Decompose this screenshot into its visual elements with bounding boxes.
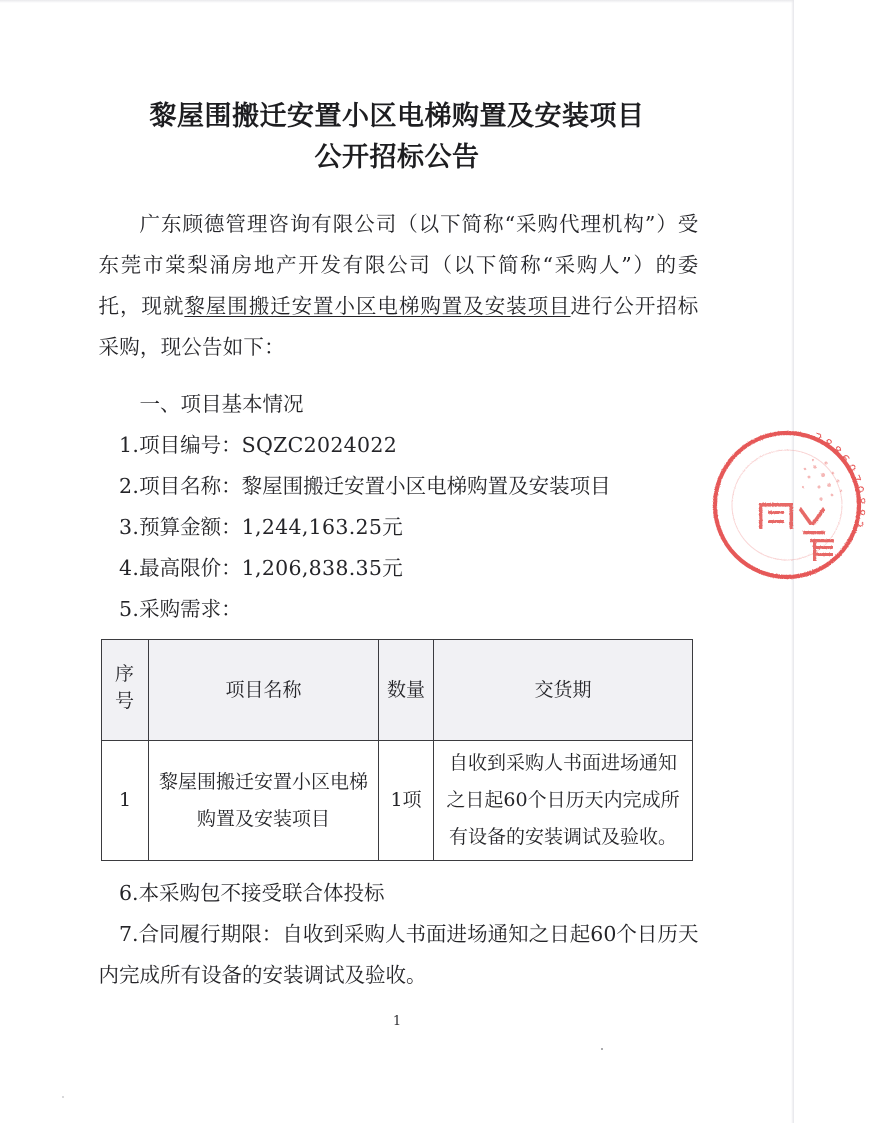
item-6-text: 本采购包不接受联合体投标 (138, 881, 385, 905)
item-3-label: 预算金额： (139, 515, 242, 539)
item-budget-amount (99, 507, 699, 548)
intro-project-name: 黎屋围搬迁安置小区电梯购置及安装项目 (184, 294, 571, 318)
table-header-delivery: 交货期 (434, 640, 693, 741)
item-3-no: 3. (119, 515, 140, 539)
item-2-no: 2. (119, 474, 140, 498)
requirement-table (101, 639, 693, 861)
item-2-value: 黎屋围搬迁安置小区电梯购置及安装项目 (241, 474, 611, 498)
item-4-no: 4. (119, 556, 140, 580)
document-body (96, 204, 699, 630)
page-number: 1 (392, 1014, 402, 1029)
intro-text-before: 广东顾德管理咨询有限公司（以下简称“采购代理机构”）受东莞市棠梨涌房地产开发有限公司（以下简称“采购人”）的委托，现就 (98, 212, 699, 318)
item-no-consortium (99, 873, 699, 914)
document-body-continued (96, 873, 699, 996)
section-heading-one: 一、项目基本情况 (139, 392, 304, 416)
item-7-text: 合同履行期限：自收到采购人书面进场通知之日起60个日历天内完成所有设备的安装调试及验收。 (98, 922, 699, 987)
item-7-no: 7. (119, 922, 139, 946)
item-project-number (99, 425, 699, 466)
scan-speck (601, 1048, 603, 1050)
item-project-name (99, 466, 699, 507)
item-4-label: 最高限价： (139, 556, 242, 580)
official-seal-icon (697, 415, 877, 595)
table-header-index-char-2: 号 (114, 689, 135, 712)
page-title-line-2: 公开招标公告 (314, 142, 480, 173)
intro-paragraph (99, 204, 699, 368)
item-procurement-requirements (99, 589, 699, 630)
table-header-name: 项目名称 (149, 640, 379, 741)
table-cell-name: 黎屋围搬迁安置小区电梯购置及安装项目 (149, 741, 379, 861)
item-4-value: 1,206,838.35元 (241, 556, 404, 580)
item-1-value: SQZC2024022 (241, 433, 398, 457)
item-contract-period (99, 914, 699, 996)
page-title-line-1: 黎屋围搬迁安置小区电梯购置及安装项目 (149, 101, 645, 132)
table-row (102, 741, 693, 861)
item-1-label: 项目编号： (139, 433, 242, 457)
table-header-index-char-1: 序 (114, 662, 135, 685)
table-header-row (102, 640, 693, 741)
item-3-value: 1,244,163.25元 (241, 515, 404, 539)
requirement-table-container (101, 639, 693, 861)
item-1-no: 1. (119, 433, 140, 457)
table-cell-index: 1 (102, 741, 149, 861)
scan-speck (62, 1096, 64, 1098)
table-header-index (102, 640, 149, 741)
svg-text:2886079882: 2886079882 (811, 429, 869, 533)
intro-text-after: 进行公开招标采购，现公告如下： (98, 294, 699, 359)
table-cell-quantity: 1项 (379, 741, 434, 861)
table-header-index-stacked (115, 661, 135, 715)
item-2-label: 项目名称： (139, 474, 242, 498)
table-header-quantity: 数量 (379, 640, 434, 741)
page-title (0, 0, 794, 178)
item-6-no: 6. (119, 881, 139, 905)
table-cell-delivery: 自收到采购人书面进场通知之日起60个日历天内完成所有设备的安装调试及验收。 (434, 741, 693, 861)
item-max-price (99, 548, 699, 589)
item-5-label: 采购需求： (139, 597, 242, 621)
item-5-no: 5. (119, 597, 140, 621)
